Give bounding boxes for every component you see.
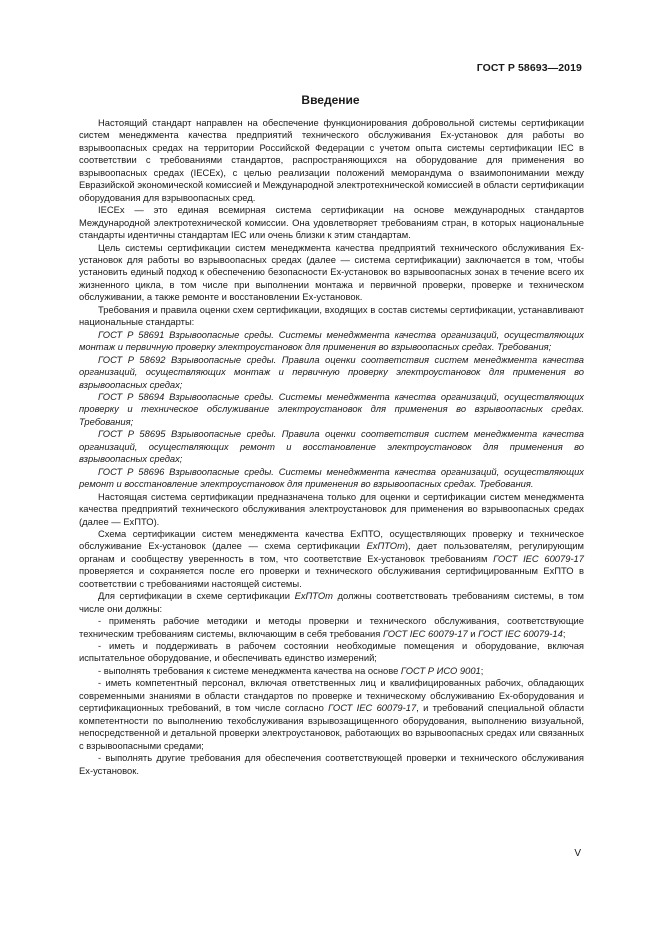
scheme-name: ЕхПТОт: [366, 540, 405, 552]
standard-reference: ГОСТ Р 58694 Взрывоопасные среды. Системы менеджмента качества организаций, осуществляющих проверку и техническое обслуживание электроустановок для применения во взрывоопасных средах. Требования;: [79, 390, 584, 427]
standard-citation: ГОСТ IEC 60079-17: [382, 627, 468, 639]
text-run: Схема сертификации систем менеджмента качества ЕхПТО, осуществляющих проверку и техническое обслуживание Ех-установок (далее — схема сертификации: [79, 527, 584, 552]
standard-citation: ГОСТ IEC 60079-17: [493, 552, 584, 564]
document-body: [79, 117, 584, 777]
paragraph: Настоящая система сертификации предназначена только для оценки и сертификации систем менеджмента качества предприятий технического обслуживания электроустановок для применения во взрывоопасных средах (далее — ЕхПТО).: [79, 490, 584, 527]
paragraph: [79, 528, 584, 590]
standard-reference: ГОСТ Р 58691 Взрывоопасные среды. Системы менеджмента качества организаций, осуществляющих монтаж и первичную проверку электроустановок для применения во взрывоопасных средах. Требования;: [79, 328, 584, 353]
scheme-name: ЕхПТОт: [294, 590, 333, 602]
list-item: [79, 615, 584, 640]
list-item: [79, 677, 584, 752]
standard-citation: ГОСТ IEC 60079-14: [478, 627, 563, 639]
text-run: , и требований специальной области компетентности по выполнению техобслуживания взрывозащищенного оборудования, выполнению визуальной, непосредственной и детальной проверки электроустановок, работающих во взрывоопасных средах или связанных с взрывоопасными средами;: [79, 702, 584, 751]
text-run: ;: [562, 627, 566, 639]
standard-citation: ГОСТ Р ИСО 9001: [400, 664, 481, 676]
paragraph: IECEx — это единая всемирная система сертификации на основе международных стандартов Международной электротехнической комиссии. Она удовлетворяет требованиям стран, в которых национальные стандарты идентичны стандартам IEC или очень близки к этим стандартам.: [79, 204, 584, 241]
text-run: - применять рабочие методики и методы проверки и технического обслуживания, соответствующие техническим требованиям системы, включающим в себя требования: [79, 615, 584, 639]
list-item: - выполнять другие требования для обеспечения соответствующей проверки и технического обслуживания Ех-установок.: [79, 752, 584, 776]
text-run: Для сертификации в схеме сертификации: [98, 590, 295, 602]
text-run: должны соответствовать требованиям системы, в том числе они должны:: [79, 590, 584, 614]
standard-citation: ГОСТ IEC 60079-17: [328, 702, 417, 714]
list-item: [79, 665, 584, 677]
standard-reference: ГОСТ Р 58695 Взрывоопасные среды. Правила оценки соответствия систем менеджмента качества организаций, осуществляющих ремонт и восстановление электроустановок для применения во взрывоопасных средах;: [79, 428, 584, 465]
list-item: - иметь и поддерживать в рабочем состоянии необходимые помещения и оборудование, включая испытательное оборудование, и обеспечивать единство измерений;: [79, 640, 584, 664]
paragraph: [79, 590, 584, 615]
paragraph: Настоящий стандарт направлен на обеспечение функционирования добровольной системы сертификации систем менеджмента качества предприятий технического обслуживания Ех-установок для работы во взрывоопасных средах на территории Российской Федерации с учетом опыта системы сертификации IEC в соответствии с требованиями стандартов, распространяющихся на оборудование для применения во взрывоопасных средах (IECEx), с целью реализации положений меморандума о взаимопонимании между Евразийской экономической комиссией и Международной электротехнической комиссией в области сертификации оборудования для взрывоопасных сред.: [79, 117, 584, 203]
text-run: ;: [480, 664, 484, 676]
section-title: Введение: [301, 93, 360, 107]
text-run: ), дает пользователям, регулирующим органам и сообществу уверенность в том, что соответствие Ех-установок требованиям: [79, 540, 584, 564]
text-run: - иметь компетентный персонал, включая ответственных лиц и квалифицированных рабочих, обладающих современными знаниями в области стандартов по проверке и техническому обслуживанию Ех-оборудования и сертификационных требований, в том числе согласно: [79, 677, 584, 714]
text-run: и: [467, 627, 479, 639]
paragraph: Цель системы сертификации систем менеджмента качества предприятий технического обслуживания Ех-установок для работы во взрывоопасных средах (далее — система сертификации) заключается в том, чтобы установить единый подход к обеспечению безопасности Ех-установок во взрывоопасных зонах в течение всего их жизненного цикла, в том числе при выполнении монтажа и первичной проверки, проверке и техническом обслуживании, а также ремонте и восстановлении Ех-установок.: [79, 241, 584, 303]
text-run: - выполнять требования к системе менеджмента качества на основе: [98, 664, 401, 676]
standard-header: ГОСТ Р 58693—2019: [476, 62, 582, 74]
page-number: V: [574, 848, 581, 859]
standard-reference: ГОСТ Р 58692 Взрывоопасные среды. Правила оценки соответствия систем менеджмента качества организаций, осуществляющих монтаж и первичную проверку электроустановок для применения во взрывоопасных средах;: [79, 353, 584, 390]
text-run: проверяется и сохраняется после его проверки и технического обслуживания сертифицированным ЕхПТО в соответствии с требованиями настоящей системы.: [79, 565, 584, 589]
standard-reference: ГОСТ Р 58696 Взрывоопасные среды. Системы менеджмента качества организаций, осуществляющих ремонт и восстановление электроустановок для применения во взрывоопасных средах. Требования.: [79, 465, 584, 490]
paragraph: Требования и правила оценки схем сертификации, входящих в состав системы сертификации, устанавливают национальные стандарты:: [79, 303, 584, 328]
